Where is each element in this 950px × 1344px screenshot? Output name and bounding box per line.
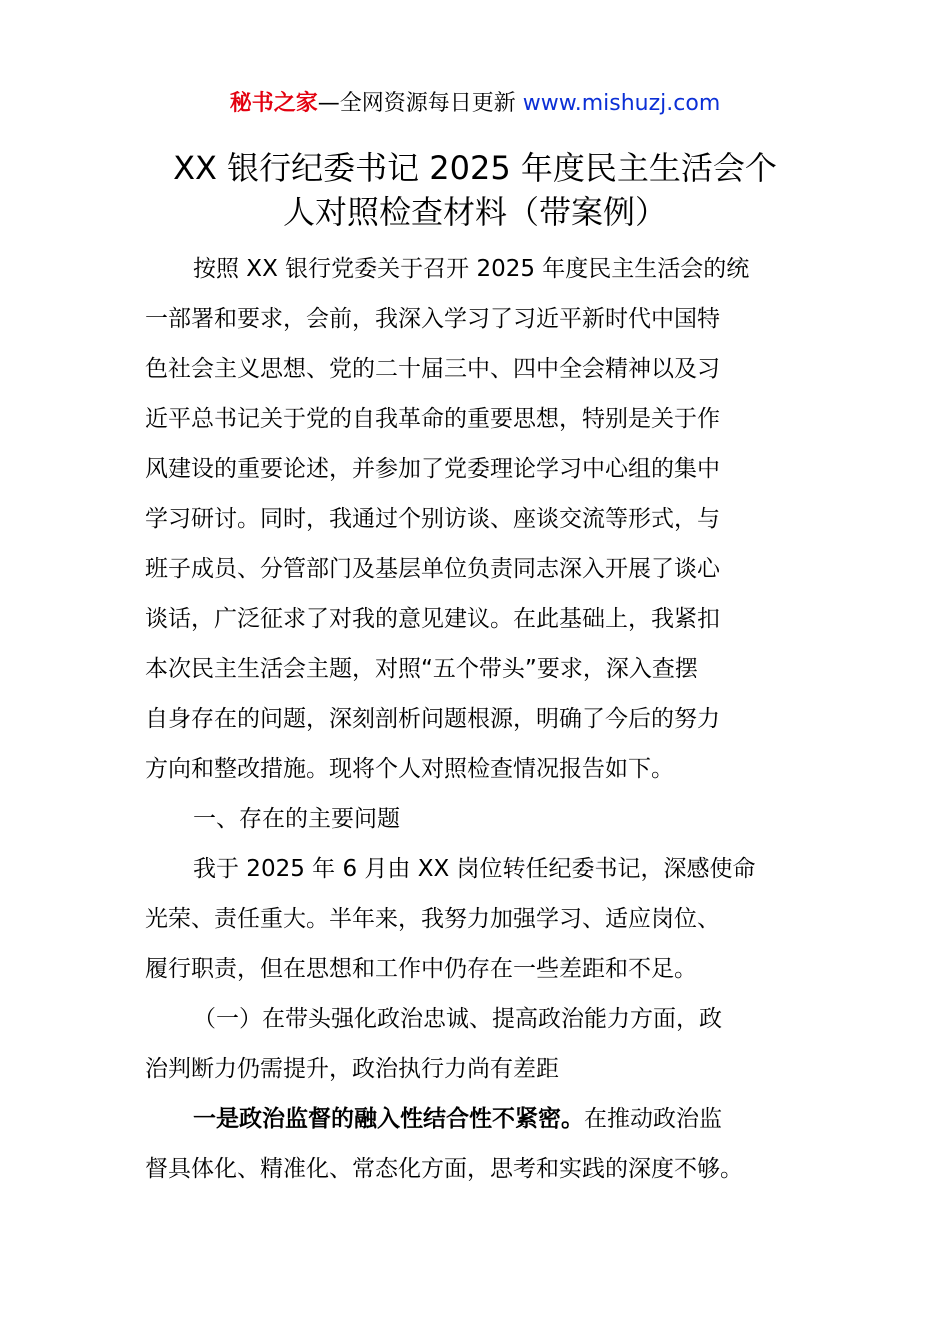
text-line: 风建设的重要论述，并参加了党委理论学习中心组的集中	[145, 456, 720, 482]
site-name: 秘书之家	[229, 91, 318, 116]
text-line	[145, 1094, 813, 1144]
text-line: 谈话，广泛征求了对我的意见建议。在此基础上，我紧扣	[145, 606, 720, 632]
text-line: 按照 XX 银行党委关于召开 2025 年度民主生活会的统	[193, 256, 750, 282]
document-title	[130, 146, 820, 234]
background-paragraph	[145, 844, 813, 994]
text-line: 近平总书记关于党的自我革命的重要思想，特别是关于作	[145, 406, 720, 432]
text-line: 自身存在的问题，深刻剖析问题根源，明确了今后的努力	[145, 706, 720, 732]
subsection-heading	[145, 994, 813, 1094]
text-line: 学习研讨。同时，我通过个别访谈、座谈交流等形式，与	[145, 506, 720, 532]
text-line: 光荣、责任重大。半年来，我努力加强学习、适应岗位、	[145, 906, 720, 932]
intro-paragraph	[145, 244, 813, 794]
site-tagline: —全网资源每日更新	[317, 91, 516, 116]
text-line: 色社会主义思想、党的二十届三中、四中全会精神以及习	[145, 356, 720, 382]
text-line: 一部署和要求，会前，我深入学习了习近平新时代中国特	[145, 306, 720, 332]
title-line-2: 人对照检查材料（带案例）	[282, 193, 667, 231]
text-line: 治判断力仍需提升，政治执行力尚有差距	[145, 1056, 559, 1082]
point-1-heading: 一是政治监督的融入性结合性不紧密。	[193, 1106, 584, 1132]
section-1-heading: 一、存在的主要问题	[193, 806, 400, 832]
site-url-link[interactable]: www.mishuzj.com	[522, 91, 721, 116]
text-line: 班子成员、分管部门及基层单位负责同志深入开展了谈心	[145, 556, 720, 582]
section-heading	[145, 794, 813, 844]
text-line: （一）在带头强化政治忠诚、提高政治能力方面，政	[193, 1006, 722, 1032]
point-paragraph	[145, 1094, 813, 1194]
document-body	[145, 244, 813, 1194]
point-1-text: 在推动政治监	[584, 1106, 722, 1132]
text-line: 方向和整改措施。现将个人对照检查情况报告如下。	[145, 756, 674, 782]
text-line: 我于 2025 年 6 月由 XX 岗位转任纪委书记，深感使命	[193, 856, 756, 882]
text-line: 本次民主生活会主题，对照“五个带头”要求，深入查摆	[145, 656, 698, 682]
text-line: 督具体化、精准化、常态化方面，思考和实践的深度不够。	[145, 1156, 743, 1182]
site-header	[0, 86, 950, 122]
title-line-1: XX 银行纪委书记 2025 年度民主生活会个	[173, 149, 777, 187]
text-line: 履行职责，但在思想和工作中仍存在一些差距和不足。	[145, 956, 697, 982]
